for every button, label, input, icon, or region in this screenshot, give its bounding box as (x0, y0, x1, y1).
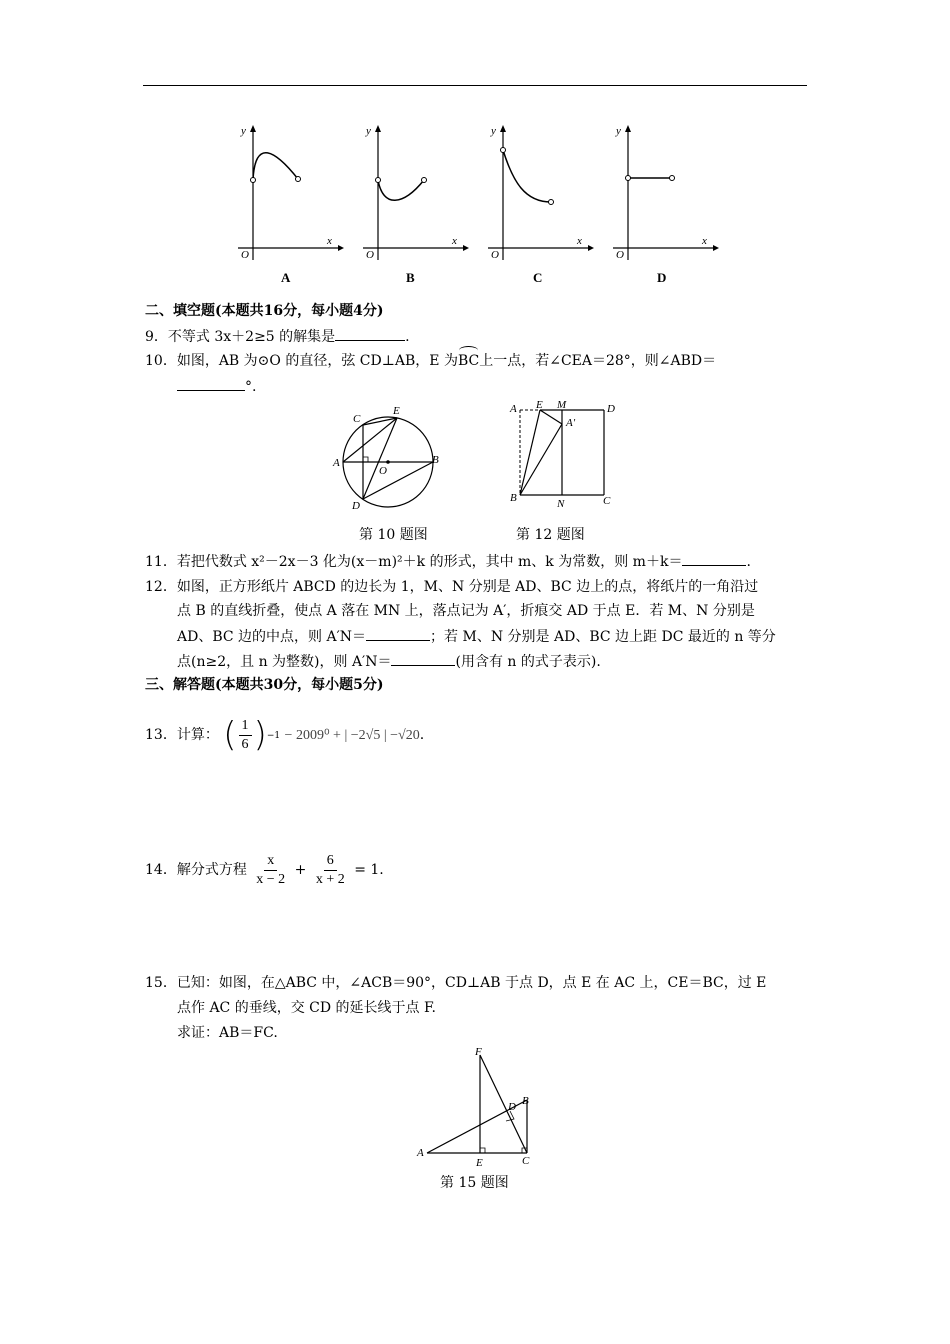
graph-a (230, 120, 345, 290)
question-15-line2: 点作 AC 的垂线，交 CD 的延长线于点 F. (177, 1000, 436, 1016)
question-12-line4 (177, 651, 601, 672)
q11-text: 11．若把代数式 x²－2x－3 化为(x－m)²＋k 的形式，其中 m、k 为常数，则 m＋k＝ (145, 554, 683, 570)
q10-blank[interactable] (177, 376, 245, 391)
fig10-label-a: A (333, 457, 340, 469)
graph-c-x: x (577, 235, 582, 247)
figure-12-caption: 第 12 题图 (516, 527, 585, 543)
figure-10 (328, 400, 448, 515)
graph-c (480, 120, 595, 290)
q13-frac-den: 6 (241, 736, 249, 752)
fig12-label-c: C (603, 495, 611, 507)
fig12-label-b: B (510, 492, 517, 504)
question-11 (145, 551, 751, 572)
fig15-label-e: E (476, 1157, 483, 1169)
q9-end: . (405, 329, 410, 345)
q12-line4b: (用含有 n 的式子表示). (455, 654, 601, 670)
graph-b-y: y (366, 125, 371, 137)
q13-end: . (419, 727, 425, 743)
q12-line3b: ；若 M、N 分别是 AD、BC 边上距 DC 最近的 n 等分 (430, 629, 776, 645)
graph-a-label: A (281, 270, 291, 285)
q13-rest: − 2009⁰ + | −2√5 | −√20 (284, 728, 420, 743)
q13-frac-num: 1 (239, 717, 252, 736)
fig12-label-a: A (510, 403, 517, 415)
graph-d-origin: O (616, 249, 624, 261)
graph-d-y: y (616, 125, 621, 137)
figure-15 (412, 1040, 552, 1170)
question-12-line1: 12．如图，正方形纸片 ABCD 的边长为 1，M、N 分别是 AD、BC 边上的点，将纸片的一角沿过 (145, 579, 759, 595)
fig10-label-b: B (432, 454, 439, 466)
q13-exponent: −1 (266, 731, 281, 741)
fig12-label-a-prime: A′ (566, 417, 576, 429)
q14-f2-num: 6 (324, 852, 337, 871)
question-9 (145, 326, 410, 347)
graph-a-x: x (327, 235, 332, 247)
question-15-line3: 求证：AB＝FC. (177, 1025, 278, 1041)
graph-c-origin: O (491, 249, 499, 261)
q10-arc: BC (457, 353, 480, 369)
figure-12 (505, 398, 625, 513)
graph-a-y: y (241, 125, 246, 137)
q9-text: 9．不等式 3x＋2≥5 的解集是 (145, 329, 336, 345)
q14-f1-den: x − 2 (256, 871, 286, 887)
q9-blank[interactable] (335, 326, 405, 341)
question-12-line3 (177, 626, 776, 647)
graph-c-y: y (491, 125, 496, 137)
graph-d (605, 120, 720, 290)
q12-line3a: AD、BC 边的中点，则 A′N＝ (177, 629, 367, 645)
question-12-line2: 点 B 的直线折叠，使点 A 落在 MN 上，落点记为 A′，折痕交 AD 于点 E．若 M、N 分别是 (177, 603, 755, 619)
q10-part2: 上一点，若∠CEA＝28°，则∠ABD＝ (479, 353, 717, 369)
fig12-label-n: N (557, 498, 565, 510)
fig15-label-f: F (475, 1046, 482, 1058)
q13-label: 13．计算： (145, 727, 219, 743)
graph-d-label: D (657, 270, 667, 285)
figure-10-caption: 第 10 题图 (359, 527, 428, 543)
graph-b (355, 120, 470, 290)
q10-part1: 10．如图，AB 为⊙O 的直径，弦 CD⊥AB，E 为 (145, 353, 458, 369)
fig15-label-d: D (508, 1101, 516, 1113)
section3-heading: 三、解答题(本题共30分，每小题5分) (145, 677, 384, 693)
fig10-label-o: O (379, 465, 387, 477)
q12-blank-2[interactable] (391, 651, 455, 666)
fig15-label-c: C (522, 1155, 530, 1167)
fig10-label-d: D (352, 500, 360, 512)
figure-15-caption: 第 15 题图 (440, 1175, 509, 1191)
graph-c-label: C (533, 270, 543, 285)
graph-b-origin: O (366, 249, 374, 261)
q14-label: 14．解分式方程 (145, 862, 247, 878)
q12-blank-1[interactable] (366, 626, 430, 641)
fig10-label-c: C (353, 413, 361, 425)
q14-end: . (379, 862, 384, 878)
question-15-line1: 15．已知：如图，在△ABC 中，∠ACB＝90°，CD⊥AB 于点 D，点 E 在 AC 上，CE＝BC，过 E (145, 975, 767, 991)
graph-b-label: B (406, 270, 415, 285)
q14-f1-num: x (264, 852, 277, 871)
fig12-label-m: M (557, 399, 567, 411)
header-rule (143, 85, 807, 86)
q14-plus: + (294, 862, 307, 878)
q14-rhs: = 1 (354, 862, 380, 878)
fig10-label-e: E (393, 405, 400, 417)
fig12-label-d: D (607, 403, 615, 415)
fig15-label-b: B (522, 1095, 529, 1107)
q11-blank[interactable] (682, 551, 746, 566)
q11-end: . (746, 554, 751, 570)
question-10 (145, 351, 716, 371)
question-14 (145, 848, 384, 892)
fig12-label-e: E (536, 399, 543, 411)
section2-heading: 二、填空题(本题共16分，每小题4分) (145, 303, 384, 319)
graph-b-x: x (452, 235, 457, 247)
fig15-label-a: A (417, 1147, 424, 1159)
graph-d-x: x (702, 235, 707, 247)
q12-line4a: 点(n≥2，且 n 为整数)，则 A′N＝ (177, 654, 392, 670)
question-10-line2 (177, 376, 256, 397)
question-13: 13．计算： ( $\frac{1}{6}$ ) −1 − 2009⁰ + | −2√5 | −√20. (145, 712, 424, 758)
q10-end: °. (245, 379, 257, 395)
graph-a-origin: O (241, 249, 249, 261)
q14-f2-den: x + 2 (315, 871, 345, 887)
